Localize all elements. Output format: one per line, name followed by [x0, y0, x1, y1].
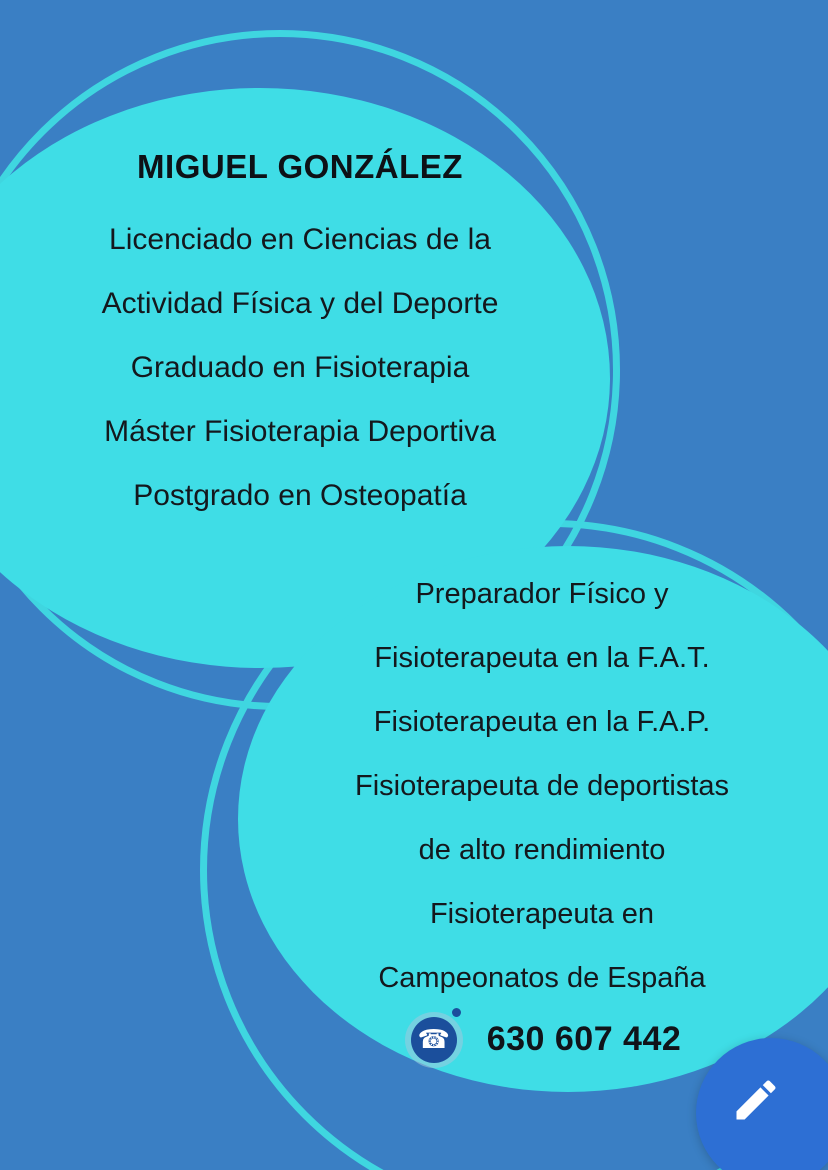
phone-number[interactable]: 630 607 442 — [486, 1019, 682, 1058]
qualifications-block — [10, 148, 590, 528]
phone-icon-dot — [452, 1008, 461, 1017]
experience-line: Fisioterapeuta en la F.A.T. — [374, 642, 710, 674]
qualification-line: Graduado en Fisioterapia — [130, 351, 470, 384]
experience-line: Fisioterapeuta de deportistas — [355, 770, 729, 802]
qualification-line: Máster Fisioterapia Deportiva — [104, 415, 496, 448]
pencil-edit-icon — [730, 1074, 782, 1126]
phone-glyph: ☎ — [417, 1024, 450, 1054]
experience-line: Campeonatos de España — [378, 962, 706, 994]
experience-line: Preparador Físico y — [415, 578, 669, 610]
qualification-line: Postgrado en Osteopatía — [133, 479, 467, 512]
experience-line: de alto rendimiento — [418, 834, 666, 866]
qualification-line: Actividad Física y del Deporte — [101, 287, 499, 320]
qualification-line: Licenciado en Ciencias de la — [109, 223, 491, 256]
phone-icon[interactable] — [403, 1008, 465, 1070]
experience-block — [262, 562, 822, 1010]
experience-line: Fisioterapeuta en — [429, 898, 655, 930]
experience-line: Fisioterapeuta en la F.A.P. — [373, 706, 711, 738]
phone-icon-disc — [411, 1017, 457, 1063]
person-name: MIGUEL GONZÁLEZ — [137, 148, 463, 185]
